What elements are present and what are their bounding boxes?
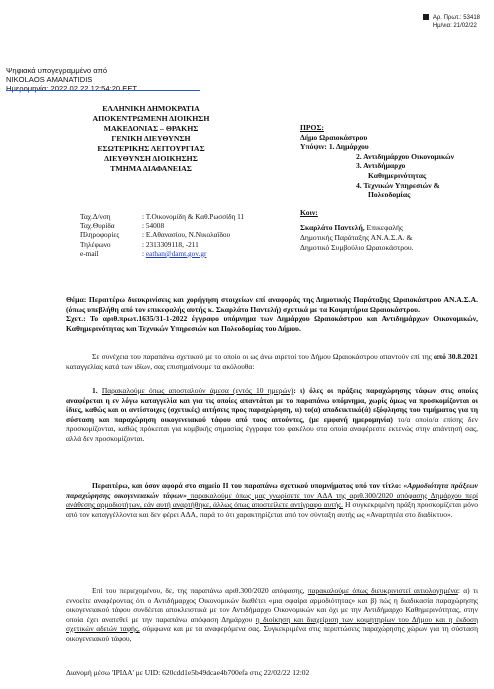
protocol-number: Αρ. Πρωτ.: 53418 bbox=[432, 15, 480, 21]
pros-item-3b: Καθημερινότητας bbox=[368, 170, 427, 180]
p1-text-c: καταγγελίας κατά των ιδίων, σας επισημαίνουμε τα ακόλουθα: bbox=[66, 361, 255, 371]
email-colon: : bbox=[142, 248, 146, 258]
body-paragraph-3 bbox=[66, 481, 478, 519]
header-line: ΤΜΗΜΑ ΔΙΑΦΑΝΕΙΑΣ bbox=[110, 164, 192, 173]
contact-key: Πληροφορίες bbox=[80, 230, 120, 240]
digital-signature bbox=[6, 66, 137, 93]
signature-underline bbox=[6, 90, 200, 91]
authority-header bbox=[0, 104, 302, 174]
koin-line-1 bbox=[300, 223, 478, 233]
p4-text-a: Επί του περιεχομένου, δε, της παραπάνω αριθ.300/2020 απόφασης, bbox=[92, 586, 308, 595]
p4-underlined-2: η διοίκηση και διαχείριση των κοιμητηρίων του Δήμου και η έκδοση σχετικών αδειών ταφής, bbox=[66, 614, 478, 633]
contact-value: : 54008 bbox=[142, 221, 165, 231]
p4-underlined: παρακαλούμε όπως διευκρινιστεί αιτιολογημένα bbox=[307, 586, 458, 595]
signature-line-1: Ψηφιακά υπογεγραμμένο από bbox=[6, 66, 108, 75]
protocol-date: Ημ/νια: 21/02/22 bbox=[432, 23, 477, 29]
subject-thema: Θέμα: Περαιτέρω διευκρινίσεις και χορήγηση στοιχείων επί αναφοράς της Δημοτικής Παράταξης Ωραιοκάστρου ΑΝ.Α.Σ.Α. (όπως υπεβλήθη από τον επικεφαλής αυτής κ. Σκαρλάτο Παντελή) σχετικά με τα Κοιμητήρια Ωραιοκάστρου. bbox=[66, 295, 478, 314]
stamp-icon bbox=[423, 14, 429, 20]
p3-title: «Αρμοδιότητα πράξεων παραχώρησης οικογενειακών τάφων» bbox=[66, 481, 478, 500]
contact-value: : Τ.Οικονομίδη & Καθ.Ρωσσίδη 11 bbox=[142, 212, 245, 221]
contact-value: : Ε.Αθανασίου, Ν.Νικολαΐδου bbox=[142, 230, 231, 240]
body-paragraph-2 bbox=[66, 386, 478, 443]
distribution-footer bbox=[66, 668, 478, 678]
pros-item-4a: 4. Τεχνικών Υπηρεσιών & bbox=[356, 180, 440, 190]
body-paragraph-1 bbox=[66, 352, 478, 371]
koin-label: Κοιν: bbox=[300, 207, 318, 217]
contact-details bbox=[80, 212, 244, 258]
email-key: e-mail bbox=[80, 248, 99, 258]
contact-key: Ταχ.Δ/νση bbox=[80, 212, 111, 221]
contact-row bbox=[80, 221, 244, 230]
pros-label: ΠΡΟΣ: bbox=[300, 123, 324, 132]
protocol-stamp bbox=[423, 14, 480, 30]
p3-text: Η συγκεκριμένη πράξη προσκομίζεται μόνο από τον καταγγέλλοντα και δεν φέρει ΑΔΑ, παρά το ότι χαρακτηρίζεται από τον σύνταξη αυτής ως «Αναρτητέα στο διαδίκτυο». bbox=[66, 500, 478, 519]
header-line: ΓΕΝΙΚΗ ΔΙΕΥΘΥΝΣΗ bbox=[111, 134, 191, 143]
koin-line-2: Δημοτικής Παράταξης ΑΝ.Α.Σ.Α. & bbox=[300, 232, 413, 242]
email-link[interactable]: eathan@damt.gov.gr bbox=[145, 248, 207, 258]
protocol-date-row bbox=[423, 22, 480, 30]
header-line: ΑΠΟΚΕΝΤΡΩΜΕΝΗ ΔΙΟΙΚΗΣΗ bbox=[92, 114, 210, 123]
p1-date: από 30.8.2021 bbox=[433, 352, 479, 361]
protocol-number-row bbox=[423, 14, 480, 22]
p2-bold: : ι) όλες οι πράξεις παραχώρησης τάφων στις οποίες αναφέρεται η εν λόγω καταγγελία και για τις οποίες απαντάται με το παραπάνω υπόμνημα, χωρίς όμως να προσκομίζονται οι ίδιες, καθώς και οι αντίστοιχες (σχετικές) αιτήσεις προς παραχώρηση, ιι) το(α) αποδεικτικό(ά) εξόφλησης του τιμήματος για τη σύσταση και παραχώρηση οικογενειακού τάφου από τους αιτούντες, (με εμφανή ημερομηνία) bbox=[66, 386, 478, 424]
pros-item-3a: 3. Αντιδήμαρχο bbox=[356, 161, 406, 171]
contact-row bbox=[80, 240, 244, 249]
p3-underlined: παρακαλούμε όπως μας γνωρίσετε τον ΑΔΑ της αριθ.300/2020 απόφασης Δημάρχου περί ανάθεσης αρμοδιοτήτων, εάν αυτή αναρτήθηκε, άλλως όπως αποστείλετε αντίγραφο αυτής. bbox=[66, 490, 479, 509]
contact-key: Τηλέφωνο bbox=[80, 239, 111, 249]
p4-text-c: σύμφωνα και με τα αναφερόμενα σας. Συγκεκριμένα στις περιπτώσεις παραχώρησης χώρων για τη σύσταση οικογενειακού τάφου, bbox=[66, 624, 479, 643]
header-line: ΜΑΚΕΔΟΝΙΑΣ – ΘΡΑΚΗΣ bbox=[103, 124, 199, 133]
contact-row bbox=[80, 249, 244, 258]
p2-text: το/α οποίο/α επίσης δεν προσκομίζονται, καθώς πρόκειται για κομβικής σημασίας έγγραφα του φακέλου στα οποία αναφέρεστε εκτενώς στην απάντησή σας, αλλά δεν προσκομίζονται. bbox=[66, 414, 478, 443]
p2-underlined: Παρακαλούμε όπως αποσταλούν άμεσα (εντός 10 ημερών) bbox=[101, 386, 294, 395]
pros-line-2: Υπόψιν: 1. Δημάρχου bbox=[300, 142, 369, 152]
p4-text-b: : α) τι εννοείτε αναφέροντας ότι ο Αντιδήμαρχος Οικονομικών διαθέτει «μια σφαίρα αρμοδιότητας» και β) πώς η διαδικασία παραχώρησης οικογενειακού τάφου συνδέεται αποκλειστικά με τον Αντιδήμαρχο Οικονομικών και όχι με την Αντιδήμαρχο Καθημερινότητας, στην οποία έχει ανατεθεί με την παραπάνω απόφαση Δημάρχου bbox=[66, 586, 478, 624]
subject-block bbox=[66, 295, 478, 333]
contact-row bbox=[80, 212, 244, 221]
body-paragraph-4 bbox=[66, 586, 478, 643]
contact-key: Ταχ.Θυρίδα bbox=[80, 221, 115, 231]
koin-name: Σκαρλάτο Παντελή, bbox=[300, 223, 365, 233]
signature-line-2: NIKOLAOS AMANATIDIS bbox=[6, 75, 93, 84]
contact-row bbox=[80, 230, 244, 239]
p1-text-a: Σε συνέχεια του παραπάνω σχετικού με το οποίο οι ως άνω αιρετοί του Δήμου Ωραιοκάστρου απαντούν επί της bbox=[92, 352, 434, 361]
header-line: ΕΣΩΤΕΡΙΚΗΣ ΛΕΙΤΟΥΡΓΙΑΣ bbox=[97, 144, 205, 153]
subject-sxet: Σχετ.: Το αριθ.πρωτ.1635/31-1-2022 έγγραφο υπόμνημα των Δημάρχου Ωραιοκάστρου και Αντιδημάρχων Οικονομικών, Καθημερινότητας και Τεχνικών Υπηρεσιών και Πολεοδομίας του Δήμου. bbox=[66, 314, 478, 333]
header-line: ΔΙΕΥΘΥΝΣΗ ΔΙΟΙΚΗΣΗΣ bbox=[104, 154, 198, 163]
header-line: ΕΛΛΗΝΙΚΗ ΔΗΜΟΚΡΑΤΙΑ bbox=[102, 104, 200, 113]
recipients-block bbox=[300, 123, 478, 252]
koin-rest-1: Επικεφαλής bbox=[364, 223, 404, 233]
pros-line-1: Δήμο Ωραιοκάστρου bbox=[300, 132, 368, 142]
contact-value: : 2313309118, -211 bbox=[142, 239, 199, 249]
footer-uid: Διανομή μέσω 'ΙΡΙΔΑ' με UID: 620cdd1e5b49dcae4b700efa στις 22/02/22 12:02 bbox=[66, 668, 310, 677]
p3-bold: Περαιτέρω, και όσον αφορά στο σημείο ΙΙ του παραπάνω σχετικού υπομνήματος υπό τον τίτλο: bbox=[92, 481, 404, 490]
p2-number: 1. bbox=[92, 386, 102, 395]
pros-item-2: 2. Αντιδημάρχου Οικονομικών bbox=[356, 151, 454, 161]
signature-line-3: Ημερομηνία: 2022.02.22 12:54:20 EET bbox=[6, 84, 138, 93]
pros-item-4b: Πολεοδομίας bbox=[368, 190, 411, 200]
koin-line-3: Δημοτικό Συμβούλιο Ωραιοκάστρου. bbox=[300, 242, 414, 252]
